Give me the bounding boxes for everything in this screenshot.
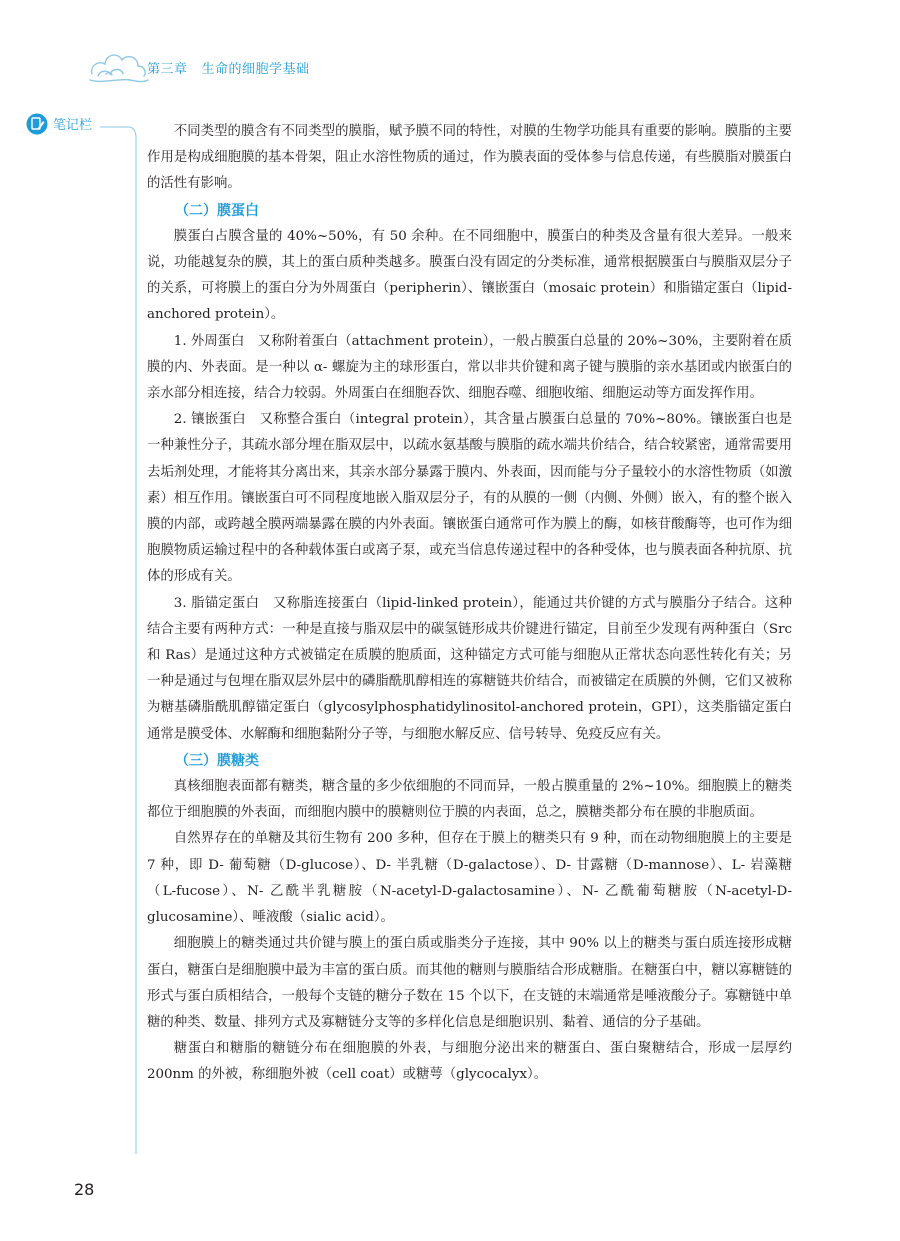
paragraph-membrane-protein-intro: 膜蛋白占膜含量的 40%~50%，有 50 余种。在不同细胞中，膜蛋白的种类及含量有很大差异。一般来说，功能越复杂的膜，其上的蛋白质种类越多。膜蛋白没有固定的分类标准，通常根据膜蛋白与膜脂双层分子的关系，可将膜上的蛋白分为外周蛋白（peripherin）、镶嵌蛋白（mosaic protein）和脂锚定蛋白（lipid-anchored protein）。 — [147, 228, 792, 323]
paragraph-glycoprotein-glycolipid: 细胞膜上的糖类通过共价键与膜上的蛋白质或脂类分子连接，其中 90% 以上的糖类与蛋白质连接形成糖蛋白，糖蛋白是细胞膜中最为丰富的蛋白质。而其他的糖则与膜脂结合形成糖脂。在糖蛋白中，糖以寡糖链的形式与蛋白质相结合，一般每个支链的糖分子数在 15 个以下，在支链的末端通常是唾液酸分子。寡糖链中单糖的种类、数量、排列方式及寡糖链分支等的多样化信息是细胞识别、黏着、通信的分子基础。 — [147, 936, 792, 1030]
section-heading-membrane-protein: （二）膜蛋白 — [175, 202, 259, 219]
chapter-title: 生命的细胞学基础 — [201, 62, 310, 77]
paragraph-carbohydrate-intro: 真核细胞表面都有糖类，糖含量的多少依细胞的不同而异，一般占膜重量的 2%~10%。细胞膜上的糖类都位于细胞膜的外表面，而细胞内膜中的膜糖则位于膜的内表面，总之，膜糖类都分布在膜的非胞质面。 — [147, 779, 792, 821]
page-header — [0, 0, 900, 95]
paragraph-peripheral-protein: 1. 外周蛋白 又称附着蛋白（attachment protein），一般占膜蛋白总量的 20%~30%，主要附着在质膜的内、外表面。是一种以 α- 螺旋为主的球形蛋白，常以非共价键和离子键与膜脂的亲水基团或内嵌蛋白的亲水部分相连接，结合力较弱。外周蛋白在细胞吞饮、细胞吞噬、细胞收缩、细胞运动等方面发挥作用。 — [147, 333, 792, 402]
chapter-heading — [147, 58, 324, 77]
paragraph-monosaccharides: 自然界存在的单糖及其衍生物有 200 多种，但存在于膜上的糖类只有 9 种，而在动物细胞膜上的主要是 7 种，即 D- 葡萄糖（D-glucose）、D- 半乳糖（D-galactose）、D- 甘露糖（D-mannose）、L- 岩藻糖（L-fucose）、N- 乙酰半乳糖胺（N-acetyl-D-galactosamine）、N- 乙酰葡萄糖胺（N-acetyl-D-glucosamine）、唾液酸（sialic acid）。 — [147, 831, 792, 926]
paragraph-lipid-anchored-protein: 3. 脂锚定蛋白 又称脂连接蛋白（lipid-linked protein），能通过共价键的方式与膜脂分子结合。这种结合主要有两种方式：一种是直接与脂双层中的碳氢链形成共价键进行锚定，目前至少发现有两种蛋白（Src 和 Ras）是通过这种方式被锚定在质膜的胞质面，这种锚定方式可能与细胞从正常状态向恶性转化有关；另一种是通过与包埋在脂双层外层中的磷脂酰肌醇相连的寡糖链共价结合，而被锚定在质膜的外侧，它们又被称为糖基磷脂酰肌醇锚定蛋白（glycosylphosphatidylinositol-anchored protein，GPI），这类脂锚定蛋白通常是膜受体、水解酶和细胞黏附分子等，与细胞水解反应、信号转导、免疫反应有关。 — [147, 595, 792, 742]
paragraph-membrane-lipid-summary: 不同类型的膜含有不同类型的膜脂，赋予膜不同的特性，对膜的生物学功能具有重要的影响。膜脂的主要作用是构成细胞膜的基本骨架，阻止水溶性物质的通过，作为膜表面的受体参与信息传递，有些膜脂对膜蛋白的活性有影响。 — [147, 124, 792, 192]
notes-column-label: 笔记栏 — [53, 118, 93, 133]
notes-column-divider — [0, 118, 140, 1158]
body-text — [147, 119, 792, 1089]
page-number: 28 — [74, 1180, 95, 1199]
cloud-ornament-icon — [88, 42, 150, 86]
chapter-number: 第三章 — [147, 62, 188, 77]
paragraph-integral-protein: 2. 镶嵌蛋白 又称整合蛋白（integral protein），其含量占膜蛋白总量的 70%~80%。镶嵌蛋白也是一种兼性分子，其疏水部分埋在脂双层中，以疏水氨基酸与膜脂的疏水端共价结合，结合较紧密，通常需要用去垢剂处理，才能将其分离出来，其亲水部分暴露于膜内、外表面，因而能与分子量较小的水溶性物质（如激素）相互作用。镶嵌蛋白可不同程度地嵌入脂双层分子，有的从膜的一侧（内侧、外侧）嵌入，有的整个嵌入膜的内部，或跨越全膜两端暴露在膜的内外表面。镶嵌蛋白通常可作为膜上的酶，如核苷酸酶等，也可作为细胞膜物质运输过程中的各种载体蛋白或离子泵，或充当信息传递过程中的各种受体，也与膜表面各种抗原、抗体的形成有关。 — [147, 412, 792, 585]
paragraph-cell-coat: 糖蛋白和糖脂的糖链分布在细胞膜的外表，与细胞分泌出来的糖蛋白、蛋白聚糖结合，形成一层厚约 200nm 的外被，称细胞外被（cell coat）或糖萼（glycocalyx）。 — [147, 1041, 792, 1083]
section-heading-membrane-carbohydrate: （三）膜糖类 — [175, 752, 259, 769]
